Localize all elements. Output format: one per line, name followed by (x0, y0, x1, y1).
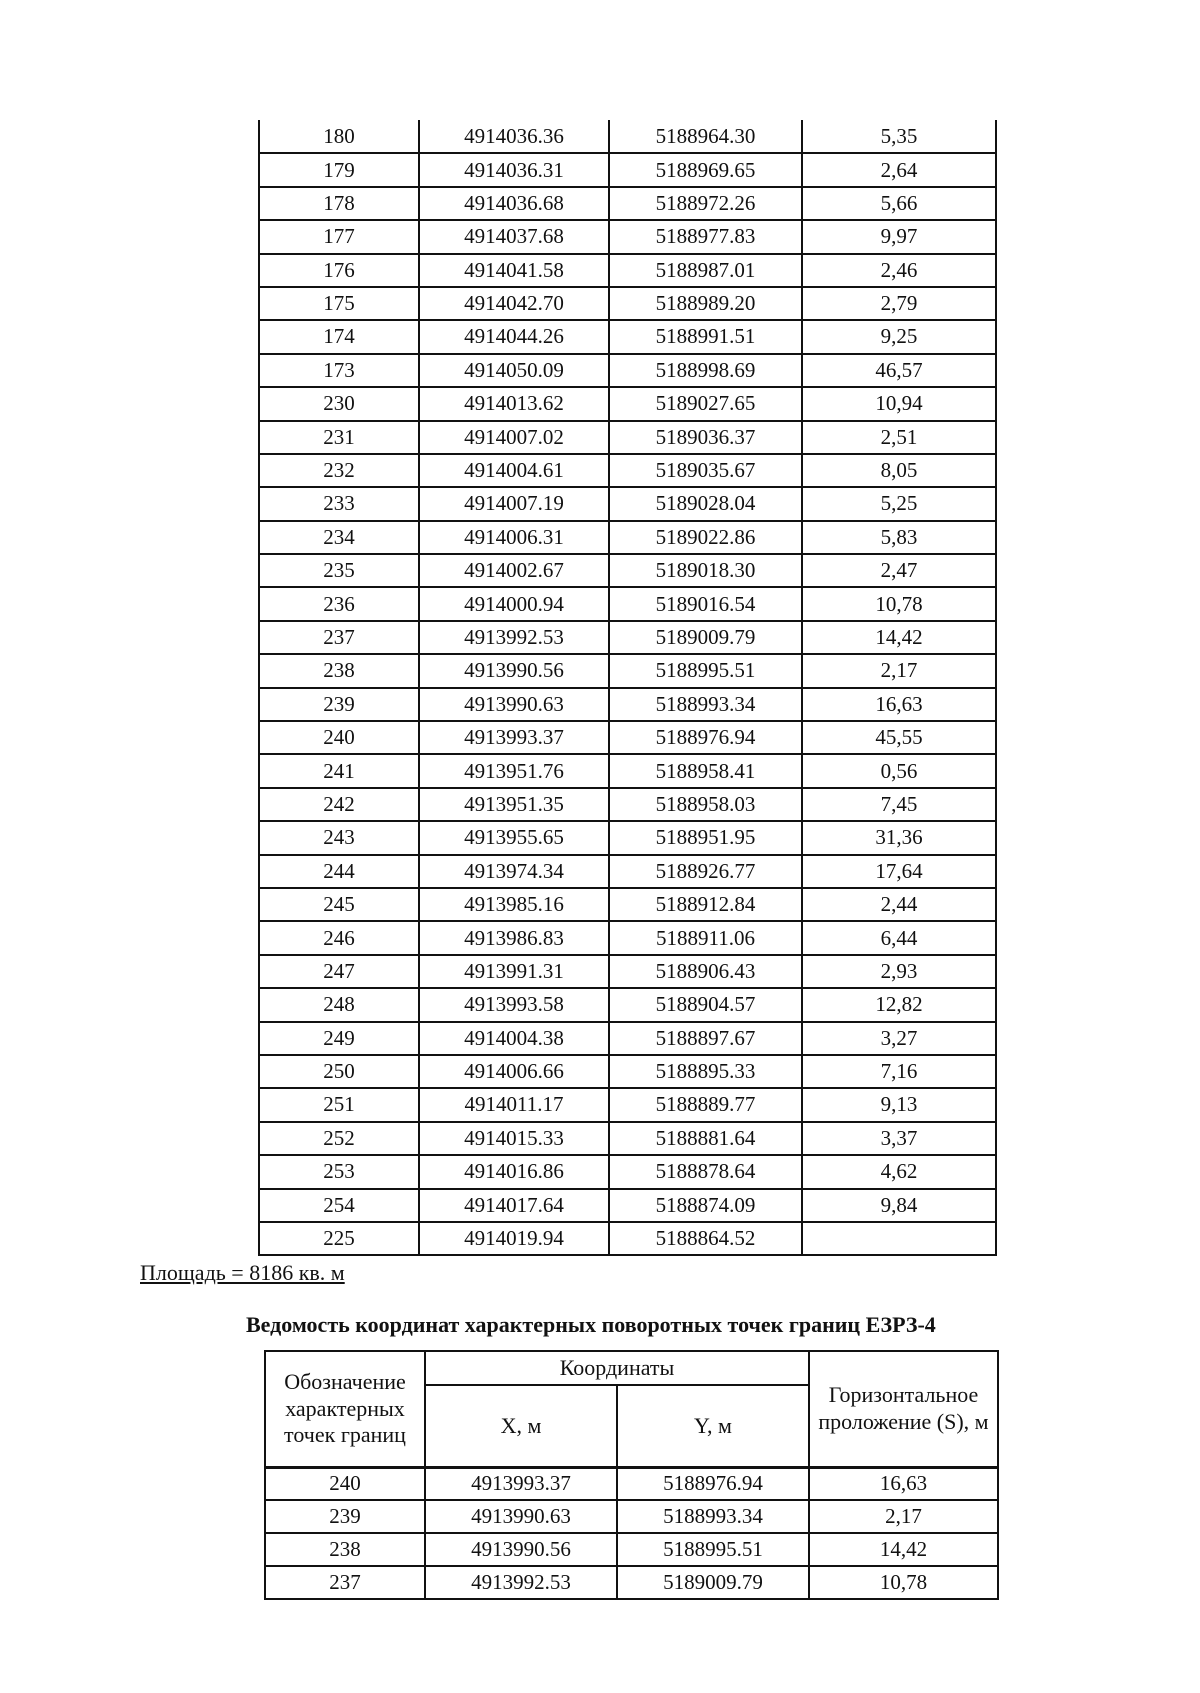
distance-cell: 8,05 (802, 454, 996, 487)
y-coordinate-cell: 5188897.67 (609, 1022, 802, 1055)
y-coordinate-cell: 5188976.94 (609, 721, 802, 754)
table-row (265, 1533, 998, 1566)
table-row (259, 454, 996, 487)
point-number-cell: 230 (259, 387, 419, 420)
point-number-cell: 239 (265, 1500, 425, 1533)
distance-cell: 5,66 (802, 187, 996, 220)
y-coordinate-cell: 5188993.34 (609, 688, 802, 721)
table-row (259, 387, 996, 420)
point-number-cell: 176 (259, 254, 419, 287)
y-coordinate-cell: 5188995.51 (609, 654, 802, 687)
x-coordinate-cell: 4914006.31 (419, 521, 609, 554)
y-coordinate-cell: 5188993.34 (617, 1500, 809, 1533)
point-number-cell: 239 (259, 688, 419, 721)
table-row (259, 187, 996, 220)
point-number-cell: 237 (265, 1566, 425, 1599)
table-row (259, 688, 996, 721)
distance-cell: 2,51 (802, 421, 996, 454)
y-coordinate-cell: 5189035.67 (609, 454, 802, 487)
y-coordinate-cell: 5188995.51 (617, 1533, 809, 1566)
ezrz4-table-body (265, 1467, 998, 1599)
x-coordinate-cell: 4914044.26 (419, 320, 609, 353)
y-coordinate-cell: 5189036.37 (609, 421, 802, 454)
y-coordinate-cell: 5188874.09 (609, 1189, 802, 1222)
table-row (259, 821, 996, 854)
y-coordinate-cell: 5188881.64 (609, 1122, 802, 1155)
x-coordinate-cell: 4914013.62 (419, 387, 609, 420)
distance-cell: 31,36 (802, 821, 996, 854)
x-coordinate-cell: 4913990.63 (419, 688, 609, 721)
distance-cell: 2,44 (802, 888, 996, 921)
x-coordinate-cell: 4913993.37 (425, 1467, 617, 1500)
table-row (259, 955, 996, 988)
distance-cell: 4,62 (802, 1155, 996, 1188)
y-coordinate-cell: 5188911.06 (609, 921, 802, 954)
y-coordinate-cell: 5189028.04 (609, 487, 802, 520)
x-coordinate-cell: 4913992.53 (419, 621, 609, 654)
point-number-cell: 247 (259, 955, 419, 988)
x-coordinate-cell: 4914016.86 (419, 1155, 609, 1188)
distance-cell: 16,63 (802, 688, 996, 721)
distance-cell: 7,45 (802, 788, 996, 821)
table-row (259, 354, 996, 387)
point-number-cell: 244 (259, 855, 419, 888)
distance-cell: 14,42 (802, 621, 996, 654)
point-number-cell: 173 (259, 354, 419, 387)
x-coordinate-cell: 4913992.53 (425, 1566, 617, 1599)
x-coordinate-cell: 4914041.58 (419, 254, 609, 287)
x-coordinate-cell: 4914007.19 (419, 487, 609, 520)
distance-cell: 0,56 (802, 754, 996, 787)
table-row (259, 521, 996, 554)
x-coordinate-cell: 4914036.36 (419, 120, 609, 153)
point-number-cell: 177 (259, 220, 419, 253)
y-coordinate-cell: 5189009.79 (617, 1566, 809, 1599)
table-row (259, 721, 996, 754)
y-coordinate-cell: 5188991.51 (609, 320, 802, 353)
x-coordinate-cell: 4914007.02 (419, 421, 609, 454)
coordinates-table-continued (258, 120, 997, 1256)
table-row (259, 220, 996, 253)
point-number-cell: 175 (259, 287, 419, 320)
point-number-cell: 236 (259, 587, 419, 620)
x-coordinate-cell: 4914000.94 (419, 587, 609, 620)
distance-cell: 2,64 (802, 153, 996, 186)
y-coordinate-cell: 5189027.65 (609, 387, 802, 420)
x-coordinate-cell: 4913986.83 (419, 921, 609, 954)
table-row (259, 1122, 996, 1155)
y-coordinate-cell: 5188951.95 (609, 821, 802, 854)
table-row (259, 421, 996, 454)
x-coordinate-cell: 4914006.66 (419, 1055, 609, 1088)
ezrz4-coordinates-table (264, 1350, 999, 1600)
x-coordinate-cell: 4913993.58 (419, 988, 609, 1021)
table-row (259, 654, 996, 687)
x-coordinate-cell: 4914036.68 (419, 187, 609, 220)
point-number-cell: 231 (259, 421, 419, 454)
y-coordinate-cell: 5188998.69 (609, 354, 802, 387)
distance-cell: 7,16 (802, 1055, 996, 1088)
y-coordinate-cell: 5188904.57 (609, 988, 802, 1021)
y-coordinate-cell: 5188977.83 (609, 220, 802, 253)
x-coordinate-cell: 4914017.64 (419, 1189, 609, 1222)
point-number-cell: 241 (259, 754, 419, 787)
y-coordinate-cell: 5188878.64 (609, 1155, 802, 1188)
table-row (259, 554, 996, 587)
table-row (265, 1467, 998, 1500)
point-number-cell: 233 (259, 487, 419, 520)
distance-cell: 2,46 (802, 254, 996, 287)
table-row (259, 1088, 996, 1121)
distance-cell: 14,42 (809, 1533, 998, 1566)
distance-cell: 2,47 (802, 554, 996, 587)
x-coordinate-cell: 4914002.67 (419, 554, 609, 587)
distance-cell: 9,25 (802, 320, 996, 353)
header-distance: Горизонтальное проложение (S), м (809, 1351, 998, 1467)
x-coordinate-cell: 4914037.68 (419, 220, 609, 253)
table-row (259, 921, 996, 954)
point-number-cell: 235 (259, 554, 419, 587)
distance-cell: 2,17 (802, 654, 996, 687)
header-x: X, м (425, 1385, 617, 1467)
table-row (259, 754, 996, 787)
y-coordinate-cell: 5189018.30 (609, 554, 802, 587)
distance-cell: 45,55 (802, 721, 996, 754)
x-coordinate-cell: 4914050.09 (419, 354, 609, 387)
coordinates-table-body (259, 120, 996, 1255)
y-coordinate-cell: 5188958.41 (609, 754, 802, 787)
distance-cell: 3,37 (802, 1122, 996, 1155)
header-y: Y, м (617, 1385, 809, 1467)
point-number-cell: 240 (259, 721, 419, 754)
distance-cell: 46,57 (802, 354, 996, 387)
y-coordinate-cell: 5189022.86 (609, 521, 802, 554)
point-number-cell: 248 (259, 988, 419, 1021)
distance-cell: 2,79 (802, 287, 996, 320)
point-number-cell: 225 (259, 1222, 419, 1255)
x-coordinate-cell: 4914015.33 (419, 1122, 609, 1155)
table-row (259, 888, 996, 921)
point-number-cell: 179 (259, 153, 419, 186)
table-row (259, 487, 996, 520)
distance-cell: 10,94 (802, 387, 996, 420)
header-coordinates: Координаты (425, 1351, 809, 1385)
table-row (259, 1022, 996, 1055)
y-coordinate-cell: 5189016.54 (609, 587, 802, 620)
distance-cell: 5,25 (802, 487, 996, 520)
table-row (259, 320, 996, 353)
point-number-cell: 254 (259, 1189, 419, 1222)
distance-cell: 6,44 (802, 921, 996, 954)
table-row (259, 1055, 996, 1088)
header-point: Обозначение характерных точек границ (265, 1351, 425, 1467)
section-title: Ведомость координат характерных поворотных точек границ ЕЗРЗ-4 (246, 1312, 936, 1337)
table-row (259, 621, 996, 654)
point-number-cell: 246 (259, 921, 419, 954)
x-coordinate-cell: 4913985.16 (419, 888, 609, 921)
distance-cell: 2,17 (809, 1500, 998, 1533)
area-label: Площадь = 8186 кв. м (140, 1260, 345, 1285)
y-coordinate-cell: 5188864.52 (609, 1222, 802, 1255)
y-coordinate-cell: 5188895.33 (609, 1055, 802, 1088)
y-coordinate-cell: 5188912.84 (609, 888, 802, 921)
y-coordinate-cell: 5188889.77 (609, 1088, 802, 1121)
y-coordinate-cell: 5189009.79 (609, 621, 802, 654)
table-row (259, 153, 996, 186)
y-coordinate-cell: 5188926.77 (609, 855, 802, 888)
x-coordinate-cell: 4913990.56 (419, 654, 609, 687)
x-coordinate-cell: 4913993.37 (419, 721, 609, 754)
y-coordinate-cell: 5188989.20 (609, 287, 802, 320)
x-coordinate-cell: 4913991.31 (419, 955, 609, 988)
table-row (259, 1155, 996, 1188)
y-coordinate-cell: 5188906.43 (609, 955, 802, 988)
y-coordinate-cell: 5188958.03 (609, 788, 802, 821)
distance-cell: 2,93 (802, 955, 996, 988)
table-row (259, 254, 996, 287)
x-coordinate-cell: 4913951.76 (419, 754, 609, 787)
point-number-cell: 251 (259, 1088, 419, 1121)
point-number-cell: 245 (259, 888, 419, 921)
table-row (259, 587, 996, 620)
distance-cell: 10,78 (802, 587, 996, 620)
distance-cell: 5,35 (802, 120, 996, 153)
x-coordinate-cell: 4913990.63 (425, 1500, 617, 1533)
y-coordinate-cell: 5188976.94 (617, 1467, 809, 1500)
table-row (259, 788, 996, 821)
distance-cell: 16,63 (809, 1467, 998, 1500)
distance-cell: 10,78 (809, 1566, 998, 1599)
point-number-cell: 180 (259, 120, 419, 153)
x-coordinate-cell: 4913990.56 (425, 1533, 617, 1566)
x-coordinate-cell: 4914042.70 (419, 287, 609, 320)
point-number-cell: 234 (259, 521, 419, 554)
distance-cell: 5,83 (802, 521, 996, 554)
x-coordinate-cell: 4913951.35 (419, 788, 609, 821)
point-number-cell: 238 (259, 654, 419, 687)
point-number-cell: 237 (259, 621, 419, 654)
point-number-cell: 252 (259, 1122, 419, 1155)
x-coordinate-cell: 4914019.94 (419, 1222, 609, 1255)
point-number-cell: 238 (265, 1533, 425, 1566)
point-number-cell: 249 (259, 1022, 419, 1055)
x-coordinate-cell: 4913974.34 (419, 855, 609, 888)
y-coordinate-cell: 5188964.30 (609, 120, 802, 153)
y-coordinate-cell: 5188969.65 (609, 153, 802, 186)
point-number-cell: 174 (259, 320, 419, 353)
distance-cell: 9,97 (802, 220, 996, 253)
point-number-cell: 250 (259, 1055, 419, 1088)
table-row (259, 855, 996, 888)
x-coordinate-cell: 4914011.17 (419, 1088, 609, 1121)
distance-cell: 9,13 (802, 1088, 996, 1121)
point-number-cell: 232 (259, 454, 419, 487)
point-number-cell: 242 (259, 788, 419, 821)
y-coordinate-cell: 5188972.26 (609, 187, 802, 220)
point-number-cell: 240 (265, 1467, 425, 1500)
point-number-cell: 243 (259, 821, 419, 854)
x-coordinate-cell: 4914036.31 (419, 153, 609, 186)
distance-cell: 17,64 (802, 855, 996, 888)
distance-cell: 12,82 (802, 988, 996, 1021)
distance-cell (802, 1222, 996, 1255)
table-row (259, 1222, 996, 1255)
point-number-cell: 253 (259, 1155, 419, 1188)
x-coordinate-cell: 4913955.65 (419, 821, 609, 854)
table-row (259, 988, 996, 1021)
distance-cell: 3,27 (802, 1022, 996, 1055)
table-row (259, 1189, 996, 1222)
x-coordinate-cell: 4914004.61 (419, 454, 609, 487)
x-coordinate-cell: 4914004.38 (419, 1022, 609, 1055)
table-row (265, 1566, 998, 1599)
point-number-cell: 178 (259, 187, 419, 220)
table-row (259, 120, 996, 153)
table-row (265, 1500, 998, 1533)
distance-cell: 9,84 (802, 1189, 996, 1222)
y-coordinate-cell: 5188987.01 (609, 254, 802, 287)
table-row (259, 287, 996, 320)
